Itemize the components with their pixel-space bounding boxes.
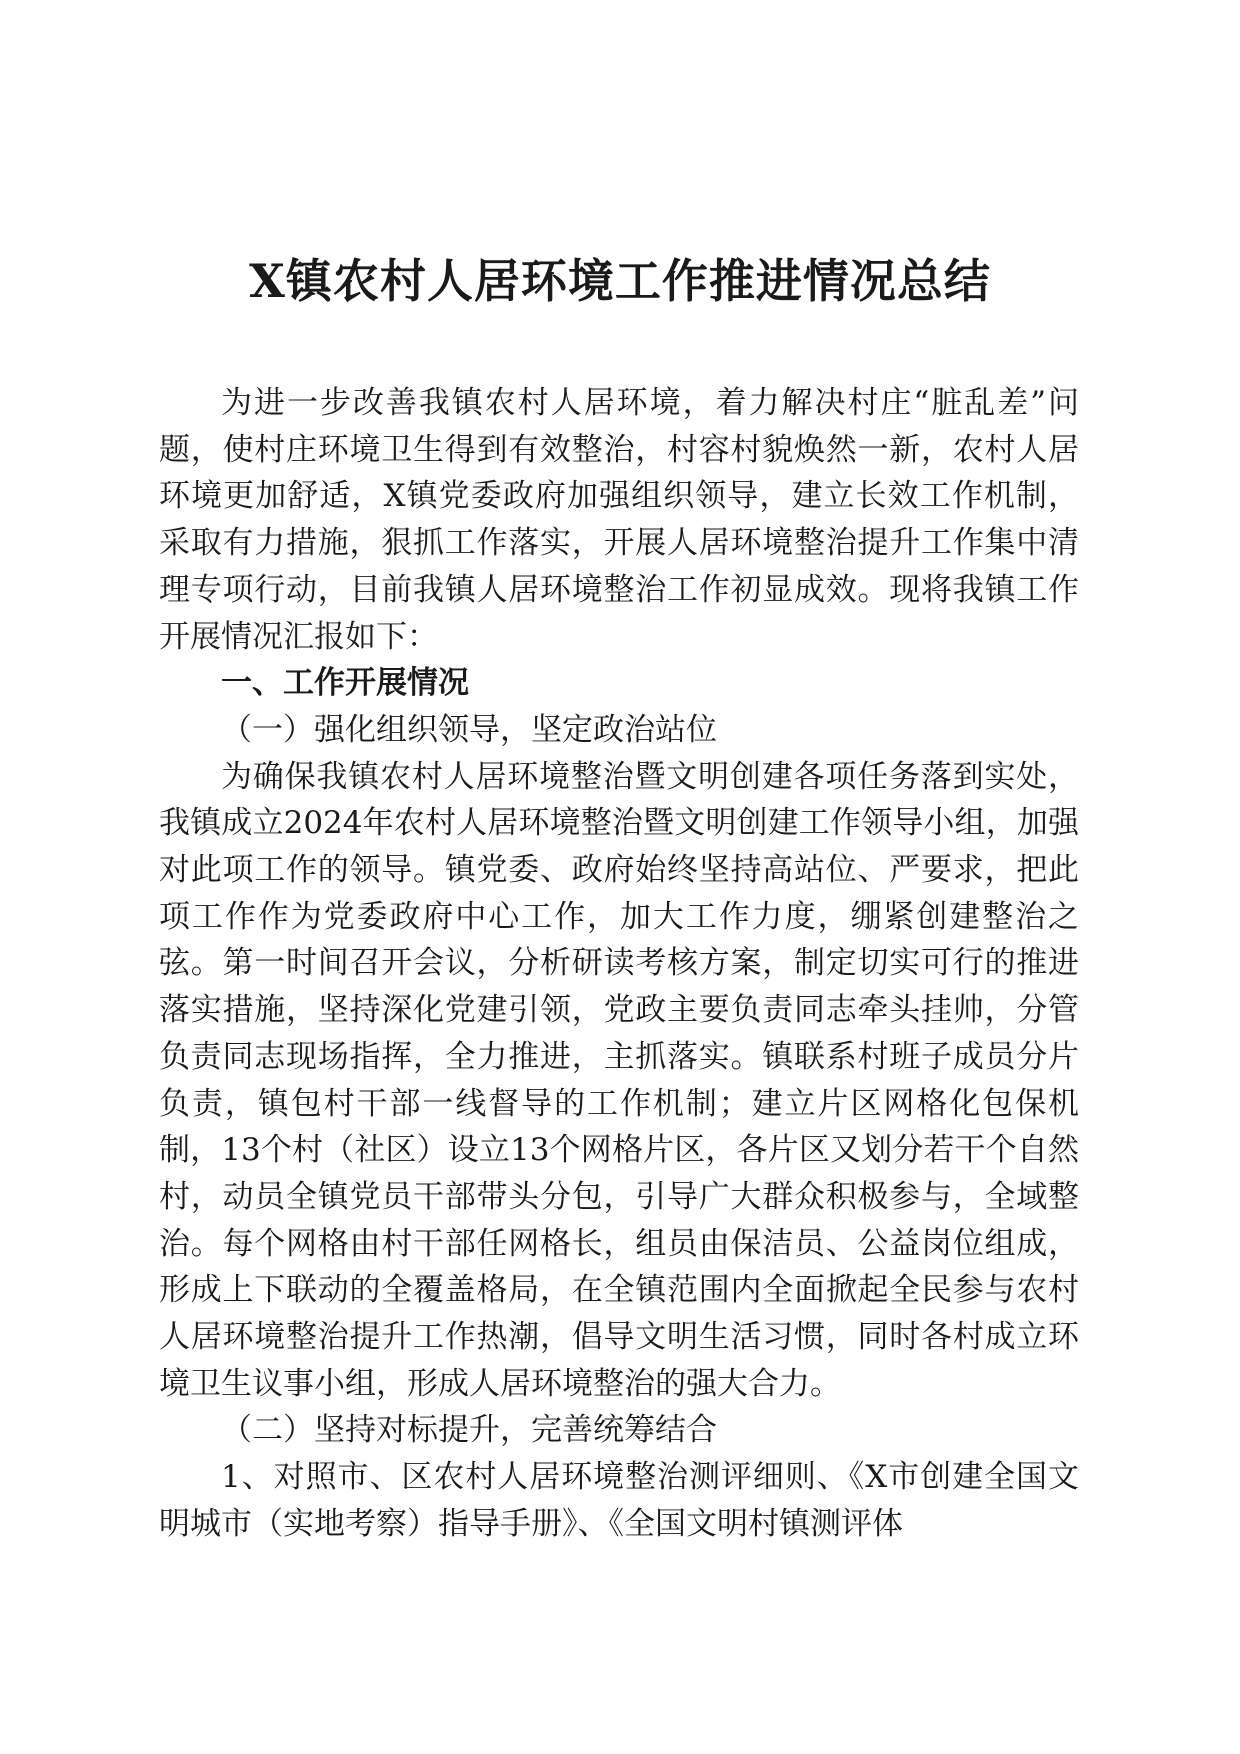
benchmarking-item-1: 1、对照市、区农村人居环境整治测评细则、《X市创建全国文明城市（实地考察）指导手册》、《全国文明村镇测评体 bbox=[159, 1459, 1079, 1542]
document-body bbox=[159, 380, 1079, 1548]
document-title: X镇农村人居环境工作推进情况总结 bbox=[249, 254, 991, 308]
leadership-paragraph: 为确保我镇农村人居环境整治暨文明创建各项任务落到实处，我镇成立2024年农村人居环境整治暨文明创建工作领导小组，加强对此项工作的领导。镇党委、政府始终坚持高站位、严要求，把此项工作作为党委政府中心工作，加大工作力度，绷紧创建整治之弦。第一时间召开会议，分析研读考核方案，制定切实可行的推进落实措施，坚持深化党建引领，党政主要负责同志牵头挂帅，分管负责同志现场指挥，全力推进，主抓落实。镇联系村班子成员分片负责，镇包村干部一线督导的工作机制；建立片区网格化包保机制，13个村（社区）设立13个网格片区，各片区又划分若干个自然村，动员全镇党员干部带头分包，引导广大群众积极参与，全域整治。每个网格由村干部任网格长，组员由保洁员、公益岗位组成，形成上下联动的全覆盖格局，在全镇范围内全面掀起全民参与农村人居环境整治提升工作热潮，倡导文明生活习惯，同时各村成立环境卫生议事小组，形成人居环境整治的强大合力。 bbox=[159, 758, 1079, 1402]
subsection-heading-benchmarking: （二）坚持对标提升，完善统筹结合 bbox=[221, 1412, 717, 1449]
subsection-heading-leadership: （一）强化组织领导，坚定政治站位 bbox=[221, 711, 717, 748]
intro-paragraph: 为进一步改善我镇农村人居环境，着力解决村庄“脏乱差”问题，使村庄环境卫生得到有效整治，村容村貌焕然一新，农村人居环境更加舒适，X镇党委政府加强组织领导，建立长效工作机制，采取有力措施，狠抓工作落实，开展人居环境整治提升工作集中清理专项行动，目前我镇人居环境整治工作初显成效。现将我镇工作开展情况汇报如下： bbox=[159, 385, 1079, 655]
section-heading-work-progress: 一、工作开展情况 bbox=[221, 665, 469, 702]
